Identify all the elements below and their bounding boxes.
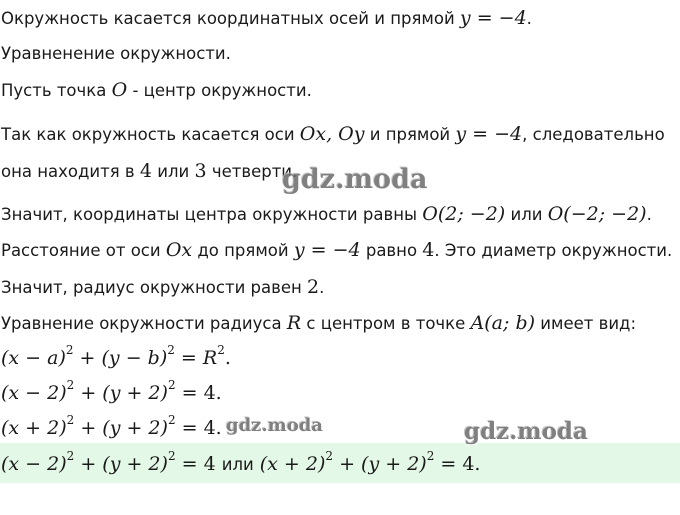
sentence: Уравненение окружности. bbox=[1, 44, 231, 63]
sentence-part: . Это диаметр окружности. bbox=[434, 241, 673, 260]
sentence-part: - центр окружности. bbox=[132, 81, 312, 100]
eq-part: + (y + 2) bbox=[333, 453, 427, 475]
eq-part: . bbox=[224, 347, 231, 369]
math-expression: y = −4 bbox=[455, 123, 523, 145]
math-expression: O(−2; −2) bbox=[547, 203, 647, 225]
math-expression: O bbox=[111, 79, 128, 101]
exponent: 2 bbox=[66, 378, 75, 392]
text-line-8 bbox=[0, 275, 680, 300]
sentence-part: равно bbox=[365, 241, 418, 260]
eq-part: (x − 2) bbox=[1, 453, 67, 475]
sentence-part: имеет вид: bbox=[540, 314, 637, 333]
sentence-part: . bbox=[646, 205, 652, 224]
exponent: 2 bbox=[217, 343, 225, 357]
eq-part: = 4 bbox=[175, 453, 216, 475]
math-expression: 4 bbox=[139, 160, 152, 182]
sentence-part: до прямой bbox=[197, 241, 289, 260]
sentence-part: она находитя в bbox=[1, 162, 135, 181]
math-expression: A(a; b) bbox=[470, 312, 536, 334]
sentence-part: , следовательно bbox=[522, 125, 665, 144]
math-expression: R bbox=[286, 312, 302, 334]
sentence-part: или bbox=[157, 162, 190, 181]
sentence: Окружность касается координатных осей и прямой bbox=[1, 9, 455, 28]
math-expression: O(2; −2) bbox=[422, 203, 506, 225]
eq-part: (x − 2) bbox=[1, 382, 67, 404]
sentence-part: Значит, радиус окружности равен bbox=[1, 278, 302, 297]
exponent: 2 bbox=[167, 343, 175, 357]
eq-part: (x + 2) bbox=[1, 417, 67, 439]
eq-part: + (y + 2) bbox=[74, 453, 168, 475]
math-expression: 3 bbox=[194, 160, 207, 182]
text-line-6 bbox=[0, 202, 680, 227]
math-expression: 2 bbox=[307, 276, 320, 298]
answer-equation bbox=[0, 450, 680, 479]
exponent: 2 bbox=[167, 449, 176, 463]
equation-1 bbox=[0, 379, 680, 407]
sentence-part: Так как окружность касается оси bbox=[1, 125, 295, 144]
eq-part: + (y − b) bbox=[73, 347, 168, 369]
sentence-part: Пусть точка bbox=[1, 81, 107, 100]
math-expression: 4 bbox=[422, 239, 435, 261]
exponent: 2 bbox=[426, 449, 435, 463]
sentence-part: Уравнение окружности радиуса bbox=[1, 314, 282, 333]
eq-part: (x − a) bbox=[1, 347, 66, 369]
sentence-part: Расстояние от оси bbox=[1, 241, 161, 260]
math-expression: y = −4 bbox=[459, 7, 527, 29]
math-expression: Ox bbox=[165, 239, 193, 261]
math-expression: Ox, Oy bbox=[299, 123, 365, 145]
text-line-9 bbox=[0, 311, 680, 336]
sentence-part: с центром в точке bbox=[306, 314, 466, 333]
watermark-logo: gdz.moda bbox=[464, 418, 588, 445]
sentence-part: и прямой bbox=[369, 125, 451, 144]
text-line-1 bbox=[0, 6, 680, 31]
sentence-part: . bbox=[319, 278, 325, 297]
sentence-part: Значит, координаты центра окружности равны bbox=[1, 205, 418, 224]
exponent: 2 bbox=[66, 413, 75, 427]
eq-part: = 4. bbox=[434, 453, 481, 475]
eq-part: (x + 2) bbox=[259, 453, 326, 475]
sentence-part: четверти. bbox=[211, 162, 298, 181]
eq-part: + (y + 2) bbox=[74, 382, 168, 404]
exponent: 2 bbox=[66, 449, 75, 463]
eq-part: = 4. bbox=[175, 417, 222, 439]
exponent: 2 bbox=[167, 378, 176, 392]
sentence-part: или bbox=[510, 205, 543, 224]
watermark-logo: gdz.moda bbox=[282, 164, 428, 195]
exponent: 2 bbox=[167, 413, 176, 427]
equation-general bbox=[0, 344, 680, 372]
math-expression: y = −4 bbox=[293, 239, 361, 261]
text-line-3 bbox=[0, 78, 680, 103]
eq-part: = 4. bbox=[175, 382, 222, 404]
text-line-2 bbox=[0, 42, 680, 66]
text-line-7 bbox=[0, 238, 680, 263]
eq-part: + (y + 2) bbox=[74, 417, 168, 439]
or-word: или bbox=[221, 455, 254, 474]
period: . bbox=[526, 9, 532, 28]
text-line-4 bbox=[0, 122, 680, 147]
watermark-logo: gdz.moda bbox=[226, 415, 323, 436]
exponent: 2 bbox=[65, 343, 74, 357]
eq-part: = R bbox=[174, 347, 218, 369]
exponent: 2 bbox=[325, 449, 334, 463]
